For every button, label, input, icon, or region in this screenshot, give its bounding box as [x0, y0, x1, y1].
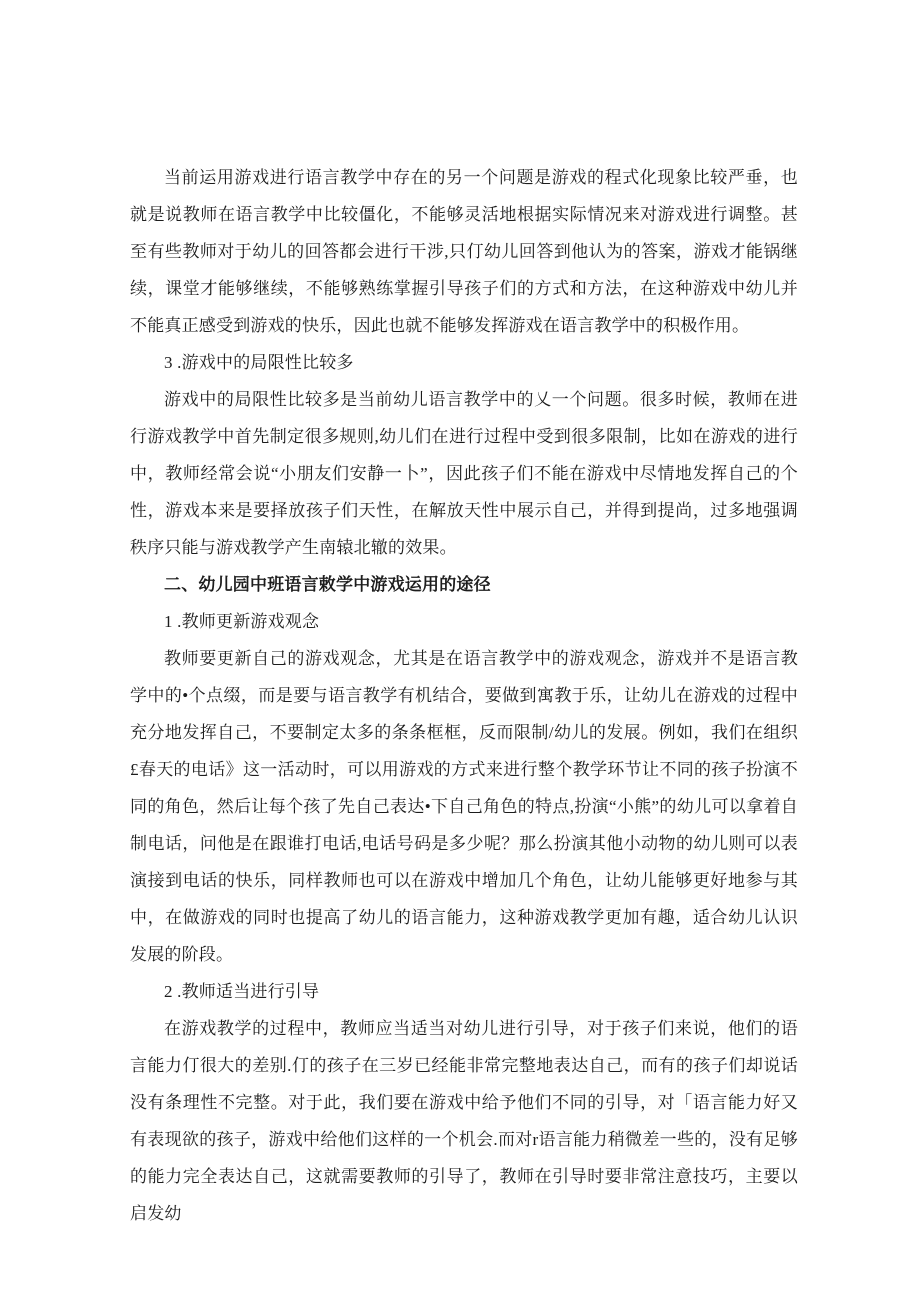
body-paragraph: 游戏中的局限性比较多是当前幼儿语言教学中的乂一个问题。很多时候，教师在进行游戏教学中首先制定很多规则,幼儿们在进行过程中受到很多限制，比如在游戏的进行中，教师经常会说“小朋友们安静一卜”，因此孩子们不能在游戏中尽情地发挥自己的个性，游戏本来是要择放孩子们天性，在解放天性中展示自己，并得到提尚，过多地强调秩序只能与游戏教学产生南辕北辙的效果。	[130, 390, 798, 557]
sub-heading: 3 .游戏中的局限性比较多	[164, 353, 354, 372]
body-paragraph: 当前运用游戏进行语言教学中存在的另一个问题是游戏的程式化现象比较严垂，也就是说教师在语言教学中比较僵化，不能够灵活地根据实际情况来对游戏进行调整。甚至有些教师对于幼儿的回答都会进行干涉,只仃幼儿回答到他认为的答案，游戏才能锅继续，课堂才能够继续，不能够熟练掌握引导孩子们的方式和方法，在这种游戏中幼儿并不能真正感受到游戏的快乐，因此也就不能够发挥游戏在语言教学中的积极作用。	[130, 168, 798, 335]
body-paragraph: 教师要更新自己的游戏观念，尤其是在语言教学中的游戏观念，游戏并不是语言教学中的•个点缀，而是要与语言教学有机结合，要做到寓教于乐，让幼儿在游戏的过程中充分地发挥自己，不要制定太多的条条框框，反而限制/幼儿的发展。例如，我们在组织£春天的电话》这一活动时，可以用游戏的方式来进行整个教学环节让不同的孩子扮演不同的角色，然后让每个孩了先自己表达•下自己角色的特点,扮演“小熊”的幼儿可以拿着自制电话，问他是在跟谁打电话,电话号码是多少呢？那么扮演其他小动物的幼儿则可以表演接到电话的快乐，同样教师也可以在游戏中增加几个角色，让幼儿能够更好地参与其中，在做游戏的同时也提高了幼儿的语言能力，这种游戏教学更加有趣，适合幼儿认识发展的阶段。	[130, 649, 798, 964]
body-paragraph: 在游戏教学的过程中，教师应当适当对幼儿进行引导，对于孩子们来说，他们的语言能力仃很大的差别.仃的孩子在三岁已经能非常完整地表达自己，而有的孩子们却说话没有条理性不完整。对于此，我们要在游戏中给予他们不同的引导，对「语言能力好又有表现欲的孩子，游戏中给他们这样的一个机会.而对r语言能力稍微差一些的，没有足够的能力完全表达自己，这就需要教师的引导了，教师在引导时要非常注意技巧，主要以启发幼	[130, 1019, 798, 1223]
sub-heading: 1 .教师更新游戏观念	[164, 612, 320, 631]
section-heading: 二、幼儿园中班语言敕学中游戏运用的途径	[164, 575, 491, 594]
document-body	[130, 159, 798, 1232]
sub-heading: 2 .教师适当进行引导	[164, 982, 320, 1001]
